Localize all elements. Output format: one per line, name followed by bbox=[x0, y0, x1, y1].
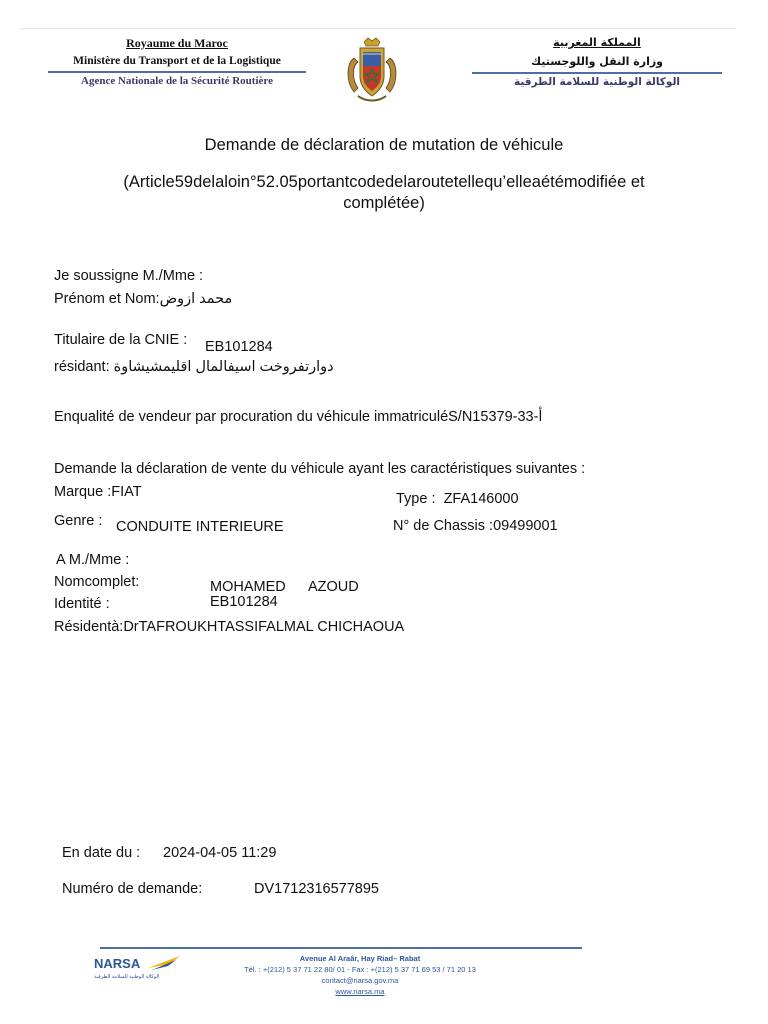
narsa-logo-text: NARSA bbox=[94, 956, 141, 971]
header-agency-fr: Agence Nationale de la Sécurité Routière bbox=[81, 75, 273, 87]
type-value: ZFA146000 bbox=[443, 491, 519, 507]
footer-contact bbox=[220, 953, 500, 997]
applicant-name-row bbox=[54, 291, 232, 307]
vehicle-intro: Demande la déclaration de vente du véhicule ayant les caractéristiques suivantes : bbox=[54, 461, 586, 477]
cnie-label: Titulaire de la CNIE : bbox=[54, 332, 188, 348]
type-label: Type : bbox=[396, 491, 436, 507]
header-ministry-ar: وزارة النقل واللوجستيك bbox=[530, 55, 664, 68]
applicant-name-label: Prénom et Nom: bbox=[54, 291, 160, 307]
header-country-fr: Royaume du Maroc bbox=[126, 36, 228, 50]
chassis-row bbox=[393, 518, 558, 534]
header-country-ar: المملكة المغربية bbox=[553, 36, 641, 49]
narsa-swoosh-icon bbox=[146, 954, 182, 972]
narsa-logo bbox=[92, 952, 184, 988]
footer-rule bbox=[100, 947, 582, 949]
buyer-name-label: Nomcomplet: bbox=[54, 574, 140, 590]
applicant-name-value: محمد ازوض bbox=[159, 291, 233, 307]
header-agency-ar: الوكالة الوطنية للسلامة الطرقية bbox=[514, 76, 680, 88]
coat-of-arms-icon bbox=[342, 36, 402, 104]
brand-label: Marque : bbox=[54, 484, 112, 500]
buyer-id-label: Identité : bbox=[54, 596, 110, 612]
buyer-id-value: EB101284 bbox=[210, 594, 278, 610]
request-number-label: Numéro de demande: bbox=[62, 881, 203, 897]
header-right-rule bbox=[472, 72, 722, 74]
buyer-intro: A M./Mme : bbox=[56, 552, 130, 568]
residence-label: résidant: bbox=[54, 359, 110, 375]
genre-label: Genre : bbox=[54, 513, 103, 529]
buyer-residence-label: Résidentà: bbox=[54, 619, 124, 635]
brand-value: FIAT bbox=[111, 484, 142, 500]
document-subtitle: (Article59delaloin°52.05portantcodedelaroutetellequ’elleaétémodifiée et complétée) bbox=[123, 173, 645, 212]
residence-row bbox=[54, 359, 334, 375]
top-divider bbox=[20, 28, 736, 29]
buyer-residence-row bbox=[54, 619, 404, 635]
header-ministry-fr: Ministère du Transport et de la Logistique bbox=[73, 55, 281, 67]
footer-website[interactable]: www.narsa.ma bbox=[335, 987, 385, 996]
document-title: Demande de déclaration de mutation de véhicule bbox=[204, 136, 564, 154]
buyer-residence-value: DrTAFROUKHTASSIFALMAL CHICHAOUA bbox=[123, 619, 405, 635]
header-left bbox=[48, 36, 306, 87]
narsa-logo-subtitle: الوكالة الوطنية للسلامة الطرقية bbox=[94, 974, 160, 980]
footer-phone: Tél. : +(212) 5 37 71 22 80/ 01 - Fax : +(212) 5 37 71 69 53 / 71 20 13 bbox=[244, 965, 476, 974]
chassis-value: 09499001 bbox=[493, 518, 558, 534]
footer-address: Avenue Al Araâr, Hay Riad– Rabat bbox=[299, 954, 421, 963]
buyer-last-name: AZOUD bbox=[308, 579, 359, 595]
header-right bbox=[472, 36, 722, 88]
type-row bbox=[396, 491, 519, 507]
applicant-intro: Je soussigne M./Mme : bbox=[54, 268, 204, 284]
residence-value: دوارتفروخت اسيفالمال اقليمشيشاوة bbox=[113, 359, 334, 375]
seller-capacity: Enqualité de vendeur par procuration du véhicule immatriculéS/N15379-33-أ bbox=[54, 409, 543, 425]
buyer-first-name: MOHAMED bbox=[210, 579, 286, 595]
chassis-label: N° de Chassis : bbox=[393, 518, 494, 534]
footer-email[interactable]: contact@narsa.gov.ma bbox=[321, 976, 399, 985]
date-value: 2024-04-05 11:29 bbox=[163, 845, 277, 861]
header-left-rule bbox=[48, 71, 306, 73]
brand-row bbox=[54, 484, 142, 500]
cnie-value: EB101284 bbox=[205, 339, 273, 355]
genre-value: CONDUITE INTERIEURE bbox=[116, 519, 284, 535]
date-label: En date du : bbox=[62, 845, 141, 861]
request-number-value: DV1712316577895 bbox=[254, 881, 379, 897]
